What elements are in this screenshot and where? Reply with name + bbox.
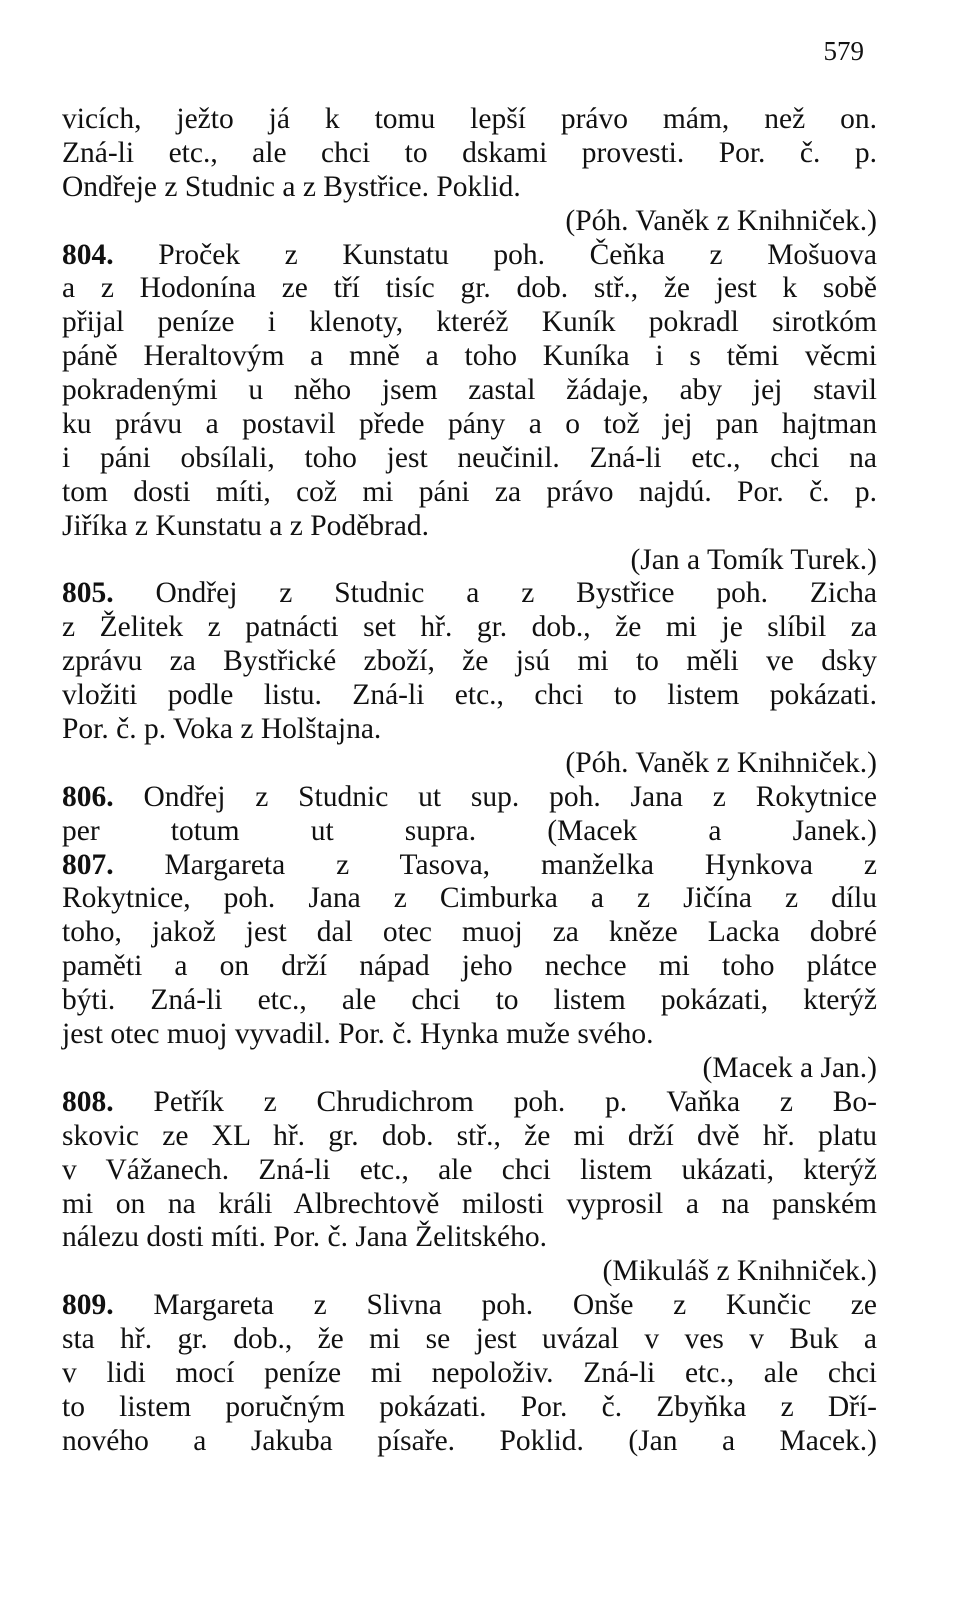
text-line	[62, 1391, 877, 1425]
line-text: vicích, ježto já k tomu lepší právo mám, než on.	[62, 103, 877, 135]
line-text: Ondřeje z Studnic a z Bystřice. Poklid.	[62, 170, 521, 203]
attribution-line	[62, 747, 877, 781]
text-line	[62, 713, 877, 747]
line-text: Margareta z Tasova, manželka Hynkova z	[164, 848, 877, 881]
attribution-line	[62, 1052, 877, 1086]
text-line	[62, 408, 877, 442]
line-text: v lidi mocí peníze mi nepoloživ. Zná-li etc., ale chci	[62, 1356, 877, 1389]
text-line	[62, 171, 877, 205]
line-text: Proček z Kunstatu poh. Čeňka z Mošuova	[158, 238, 878, 271]
line-text: vložiti podle listu. Zná-li etc., chci to listem pokázati.	[62, 679, 877, 712]
line-text: sta hř. gr. dob., že mi se jest uvázal v ves v Buk a	[62, 1323, 877, 1356]
entry-number: 804.	[62, 238, 114, 271]
line-text: toho, jakož jest dal otec muoj za kněze Lacka dobré	[62, 916, 877, 949]
entry-first-line	[62, 1086, 877, 1120]
text-line	[62, 103, 877, 137]
page-number: 579	[823, 36, 864, 66]
text-line	[62, 882, 877, 916]
text-line	[62, 984, 877, 1018]
text-block	[62, 103, 877, 1459]
line-text: z Želitek z patnácti set hř. gr. dob., že mi je slíbil za	[62, 611, 877, 644]
line-text: Ondřej z Studnic ut sup. poh. Jana z Rokytnice	[143, 780, 877, 813]
text-line	[62, 1323, 877, 1357]
line-text: v Vážanech. Zná-li etc., ale chci listem ukázati, kterýž	[62, 1153, 877, 1186]
line-text: to listem poručným pokázati. Por. č. Zbyňka z Dří-	[62, 1390, 877, 1423]
line-text: jest otec muoj vyvadil. Por. č. Hynka muže svého.	[62, 1018, 654, 1051]
line-text: mi on na králi Albrechtově milosti vyprosil a na panském	[62, 1187, 877, 1220]
line-text: a z Hodonína ze tří tisíc gr. dob. stř., že jest k sobě	[62, 272, 877, 305]
text-line	[62, 340, 877, 374]
entry-first-line	[62, 577, 877, 611]
text-line	[62, 645, 877, 679]
entry-number: 808.	[62, 1085, 114, 1118]
line-text: (Jan a Tomík Turek.)	[630, 543, 877, 576]
text-line	[62, 1120, 877, 1154]
line-text: paměti a on drží nápad jeho nechce mi toho plátce	[62, 950, 877, 983]
attribution-line	[62, 205, 877, 239]
text-line	[62, 476, 877, 510]
text-line	[62, 916, 877, 950]
entry-first-line	[62, 239, 877, 273]
line-text: přijal peníze i klenoty, kteréž Kuník pokradl sirotkóm	[62, 306, 877, 339]
text-line	[62, 1357, 877, 1391]
entry-first-line	[62, 849, 877, 883]
attribution-line	[62, 1255, 877, 1289]
line-text: Por. č. p. Voka z Holštajna.	[62, 713, 382, 746]
text-line	[62, 1221, 877, 1255]
line-text: býti. Zná-li etc., ale chci to listem pokázati, kterýž	[62, 984, 877, 1017]
entry-number: 805.	[62, 577, 114, 610]
line-text: Ondřej z Studnic a z Bystřice poh. Zicha	[155, 577, 877, 610]
entry-number: 806.	[62, 780, 114, 813]
text-line	[62, 442, 877, 476]
line-text: (Póh. Vaněk z Knihniček.)	[565, 746, 877, 779]
line-text: Zná-li etc., ale chci to dskami provesti. Por. č. p.	[62, 136, 877, 169]
entry-number: 809.	[62, 1289, 114, 1322]
attribution-line	[62, 544, 877, 578]
text-line	[62, 1188, 877, 1222]
line-text: zprávu za Bystřické zboží, že jsú mi to měli ve dsky	[62, 645, 877, 678]
line-text: Jiříka z Kunstatu a z Poděbrad.	[62, 509, 430, 542]
line-text: ku právu a postavil přede pány a o tož jej pan hajtman	[62, 408, 877, 441]
entry-first-line	[62, 1289, 877, 1323]
text-line	[62, 1154, 877, 1188]
line-text: (Mikuláš z Knihniček.)	[602, 1255, 877, 1288]
text-line	[62, 510, 877, 544]
line-text: (Póh. Vaněk z Knihniček.)	[565, 204, 877, 237]
entry-number: 807.	[62, 848, 114, 881]
text-line	[62, 611, 877, 645]
line-text: páně Heraltovým a mně a toho Kuníka i s těmi věcmi	[62, 340, 877, 373]
text-line	[62, 137, 877, 171]
line-text: skovic ze XL hř. gr. dob. stř., že mi drží dvě hř. platu	[62, 1119, 877, 1152]
text-line	[62, 1425, 877, 1459]
line-text: nového a Jakuba písaře. Poklid. (Jan a Macek.)	[62, 1424, 877, 1457]
text-line	[62, 815, 877, 849]
line-text: tom dosti míti, což mi páni za právo najdú. Por. č. p.	[62, 475, 877, 508]
line-text: pokradenými u něho jsem zastal žádaje, aby jej stavil	[62, 374, 877, 407]
line-text: Rokytnice, poh. Jana z Cimburka a z Jičína z dílu	[62, 882, 877, 915]
line-text: Petřík z Chrudichrom poh. p. Vaňka z Bo-	[153, 1085, 877, 1118]
line-text: Margareta z Slivna poh. Onše z Kunčic ze	[153, 1289, 877, 1322]
line-text: nálezu dosti míti. Por. č. Jana Želitského.	[62, 1221, 548, 1254]
entry-first-line	[62, 781, 877, 815]
line-text: i páni obsílali, toho jest neučinil. Zná-li etc., chci na	[62, 441, 877, 474]
text-line	[62, 272, 877, 306]
text-line	[62, 950, 877, 984]
text-line	[62, 679, 877, 713]
line-text: per totum ut supra. (Macek a Janek.)	[62, 814, 877, 847]
text-line	[62, 1018, 877, 1052]
line-text: (Macek a Jan.)	[702, 1051, 877, 1084]
text-line	[62, 374, 877, 408]
text-line	[62, 306, 877, 340]
